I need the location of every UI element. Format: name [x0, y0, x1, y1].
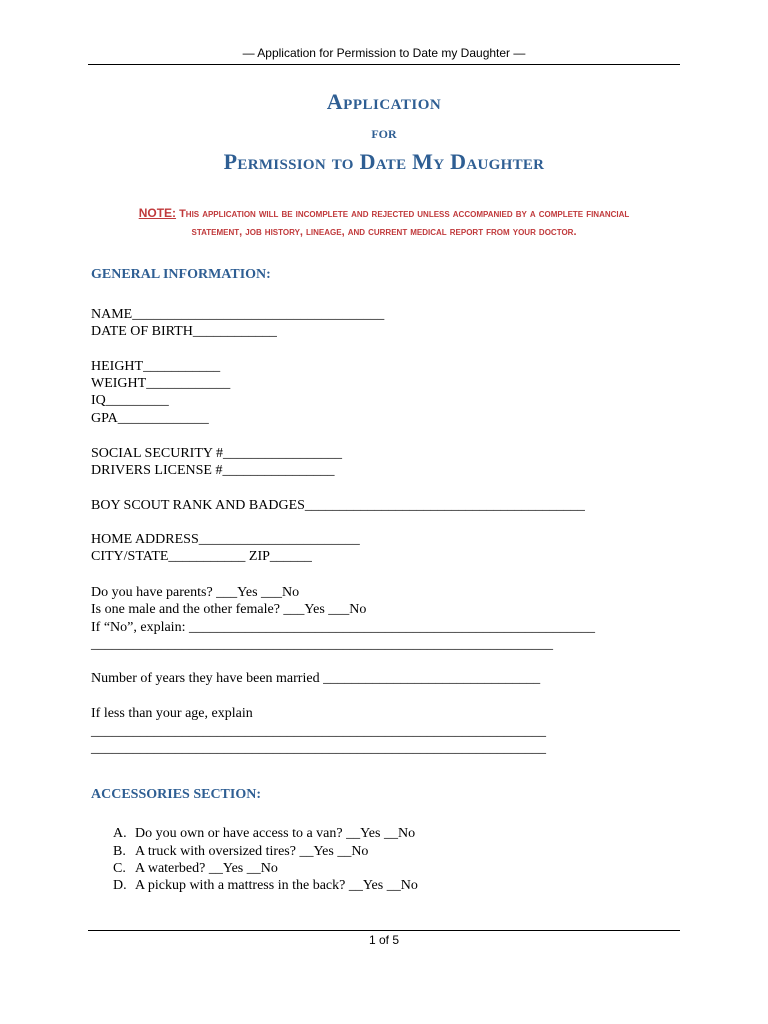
- name-field: NAME____________________________________: [91, 307, 385, 322]
- list-marker: C.: [113, 861, 126, 876]
- note-line2: statement, job history, lineage, and current medical report from your doctor.: [191, 226, 577, 238]
- less-than-age-label: If less than your age, explain: [91, 706, 253, 721]
- running-header: — Application for Permission to Date my Daughter —: [242, 46, 526, 60]
- list-item: [113, 860, 278, 877]
- gpa-field: GPA_____________: [91, 411, 209, 426]
- height-field: HEIGHT___________: [91, 359, 221, 374]
- header-divider: [88, 64, 680, 65]
- list-item: [113, 825, 415, 842]
- years-married-field: Number of years they have been married _______________________________: [91, 671, 541, 686]
- note-line1: This application will be incomplete and rejected unless accompanied by a complete financial: [176, 208, 630, 220]
- home-address-field: HOME ADDRESS_______________________: [91, 532, 360, 547]
- less-than-age-line-1: _________________________________________________________________: [91, 724, 546, 739]
- if-no-explain: If “No”, explain: __________________________________________________________: [91, 620, 595, 635]
- if-no-explain-cont: __________________________________________________________________: [91, 637, 553, 652]
- title-application: Application: [326, 89, 442, 114]
- page-number: 1 of 5: [368, 933, 400, 947]
- ssn-field: SOCIAL SECURITY #_________________: [91, 446, 342, 461]
- male-female-question: Is one male and the other female? ___Yes ___No: [91, 602, 367, 617]
- list-item-text: A truck with oversized tires? __Yes __No: [135, 844, 369, 859]
- drivers-license-field: DRIVERS LICENSE #________________: [91, 463, 335, 478]
- title-permission: Permission to Date My Daughter: [223, 149, 545, 174]
- list-item-text: A pickup with a mattress in the back? __Yes __No: [135, 878, 418, 893]
- note-label: NOTE:: [138, 206, 177, 220]
- list-item: [113, 843, 368, 860]
- city-state-zip-field: CITY/STATE___________ ZIP______: [91, 549, 312, 564]
- iq-field: IQ_________: [91, 393, 169, 408]
- dob-field: DATE OF BIRTH____________: [91, 324, 277, 339]
- list-item-text: A waterbed? __Yes __No: [135, 861, 278, 876]
- weight-field: WEIGHT____________: [91, 376, 231, 391]
- list-item-text: Do you own or have access to a van? __Yes __No: [135, 826, 416, 841]
- title-for: for: [371, 123, 397, 142]
- less-than-age-line-2: _________________________________________________________________: [91, 741, 546, 756]
- list-marker: A.: [113, 826, 127, 841]
- list-marker: D.: [113, 878, 127, 893]
- list-marker: B.: [113, 844, 126, 859]
- boy-scout-field: BOY SCOUT RANK AND BADGES________________________________________: [91, 498, 585, 513]
- list-item: [113, 877, 418, 894]
- general-information-heading: GENERAL INFORMATION:: [91, 267, 271, 282]
- footer-divider: [88, 930, 680, 931]
- parents-question: Do you have parents? ___Yes ___No: [91, 585, 300, 600]
- accessories-section-heading: ACCESSORIES SECTION:: [91, 787, 261, 802]
- note-paragraph: [88, 204, 680, 241]
